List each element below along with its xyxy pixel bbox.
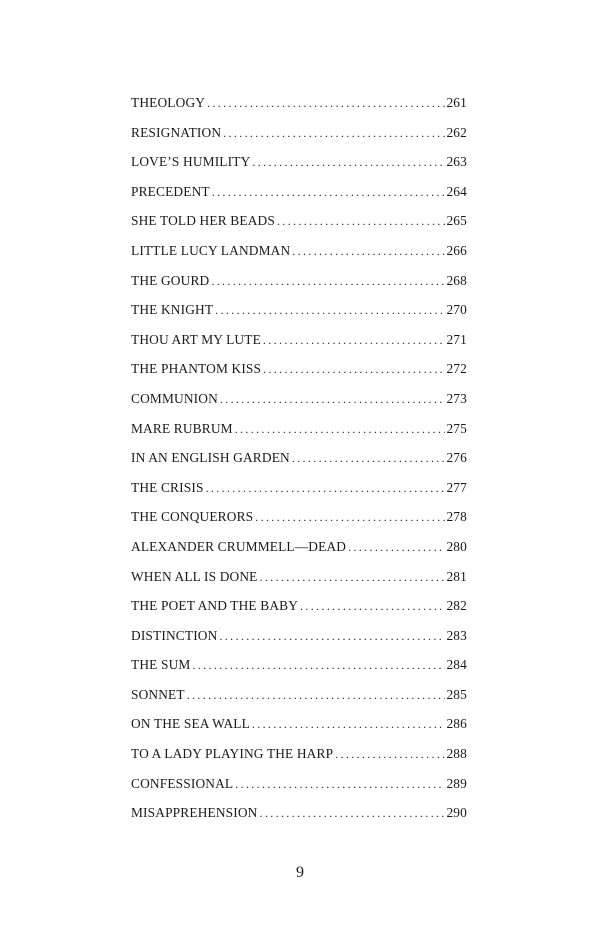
toc-entry-page: 263 (446, 154, 467, 170)
toc-entry-page: 283 (446, 627, 467, 643)
toc-entry (131, 502, 467, 532)
toc-entry-title: THE CONQUERORS (131, 509, 254, 525)
toc-entry-title: THE PHANTOM KISS (131, 361, 262, 377)
toc-entry-title: LOVE’S HUMILITY (131, 154, 251, 170)
dot-leader (277, 207, 446, 236)
toc-entry-page: 265 (446, 213, 467, 229)
dot-leader (212, 178, 446, 207)
toc-entry-title: THEOLOGY (131, 95, 206, 110)
toc-entry-page: 277 (446, 479, 467, 495)
dot-leader (255, 503, 445, 532)
dot-leader (219, 622, 445, 651)
toc-entry-title: LITTLE LUCY LANDMAN (131, 242, 291, 258)
dot-leader (292, 237, 445, 266)
toc-entry-page: 271 (446, 331, 467, 347)
toc-entry-title: THOU ART MY LUTE (131, 331, 261, 347)
toc-entry-page: 262 (446, 124, 467, 140)
dot-leader (300, 592, 445, 621)
toc-entry-title: THE KNIGHT (131, 302, 214, 318)
toc-entry (131, 443, 467, 473)
toc-entry (131, 473, 467, 503)
toc-entry-title: PRECEDENT (131, 183, 210, 199)
toc-entry-page: 284 (446, 657, 467, 673)
toc-entry (131, 650, 467, 680)
toc-entry (131, 739, 467, 769)
toc-entry-title: THE POET AND THE BABY (131, 598, 299, 614)
toc-entry-title: CONFESSIONAL (131, 775, 234, 791)
toc-entry-title: THE GOURD (131, 272, 210, 288)
toc-entry-title: TO A LADY PLAYING THE HARP (131, 746, 334, 762)
toc-entry-title: DISTINCTION (131, 627, 218, 643)
toc-entry (131, 118, 467, 148)
dot-leader (192, 651, 445, 680)
toc-entry-page: 278 (446, 509, 467, 525)
toc-entry-page: 270 (446, 302, 467, 318)
dot-leader (348, 533, 445, 562)
dot-leader (207, 89, 445, 118)
dot-leader (260, 799, 446, 828)
toc-entry (131, 354, 467, 384)
toc-entry-page: 290 (446, 805, 467, 821)
table-of-contents (131, 88, 467, 828)
toc-entry-title: ON THE SEA WALL (131, 716, 250, 732)
dot-leader (215, 296, 445, 325)
toc-entry-page: 276 (446, 450, 467, 466)
toc-entry (131, 236, 467, 266)
toc-entry-title: RESIGNATION (131, 124, 222, 140)
toc-entry (131, 591, 467, 621)
toc-entry (131, 325, 467, 355)
toc-entry (131, 414, 467, 444)
toc-entry-title: COMMUNION (131, 390, 218, 406)
toc-entry (131, 621, 467, 651)
dot-leader (206, 474, 446, 503)
dot-leader (235, 415, 446, 444)
toc-entry (131, 798, 467, 828)
dot-leader (235, 770, 445, 799)
dot-leader (252, 148, 445, 177)
toc-entry (131, 769, 467, 799)
page-number: 9 (296, 864, 304, 881)
toc-entry-page: 264 (446, 183, 467, 199)
toc-entry (131, 680, 467, 710)
toc-entry-page: 261 (446, 95, 467, 110)
toc-entry-page: 286 (446, 716, 467, 732)
dot-leader (263, 326, 446, 355)
toc-entry (131, 295, 467, 325)
toc-entry-title: IN AN ENGLISH GARDEN (131, 450, 290, 466)
toc-entry-page: 268 (446, 272, 467, 288)
dot-leader (187, 681, 446, 710)
toc-entry-title: MARE RUBRUM (131, 420, 233, 436)
toc-entry-page: 288 (446, 746, 467, 762)
dot-leader (263, 355, 445, 384)
toc-entry-title: ALEXANDER CRUMMELL—DEAD (131, 538, 347, 554)
toc-entry-page: 280 (446, 538, 467, 554)
toc-entry-page: 266 (446, 242, 467, 258)
toc-entry-page: 289 (446, 775, 467, 791)
toc-entry (131, 532, 467, 562)
dot-leader (211, 267, 445, 296)
toc-entry (131, 709, 467, 739)
toc-entry-page: 275 (446, 420, 467, 436)
toc-entry-title: SHE TOLD HER BEADS (131, 213, 275, 229)
toc-entry (131, 266, 467, 296)
toc-entry-title: SONNET (131, 686, 185, 702)
toc-entry (131, 88, 467, 118)
dot-leader (292, 444, 446, 473)
dot-leader (335, 740, 445, 769)
toc-entry-page: 285 (446, 686, 467, 702)
toc-entry-page: 272 (446, 361, 467, 377)
dot-leader (223, 119, 445, 148)
toc-entry-page: 273 (446, 390, 467, 406)
toc-entry (131, 562, 467, 592)
dot-leader (220, 385, 446, 414)
toc-entry (131, 147, 467, 177)
toc-entry-page: 281 (446, 568, 467, 584)
toc-entry-page: 282 (446, 598, 467, 614)
toc-entry-title: WHEN ALL IS DONE (131, 568, 258, 584)
toc-entry-title: MISAPPREHENSION (131, 805, 258, 821)
toc-entry (131, 384, 467, 414)
toc-entry-title: THE CRISIS (131, 479, 204, 495)
dot-leader (260, 563, 446, 592)
toc-entry (131, 206, 467, 236)
toc-entry-title: THE SUM (131, 657, 191, 673)
dot-leader (252, 710, 446, 739)
toc-entry (131, 177, 467, 207)
